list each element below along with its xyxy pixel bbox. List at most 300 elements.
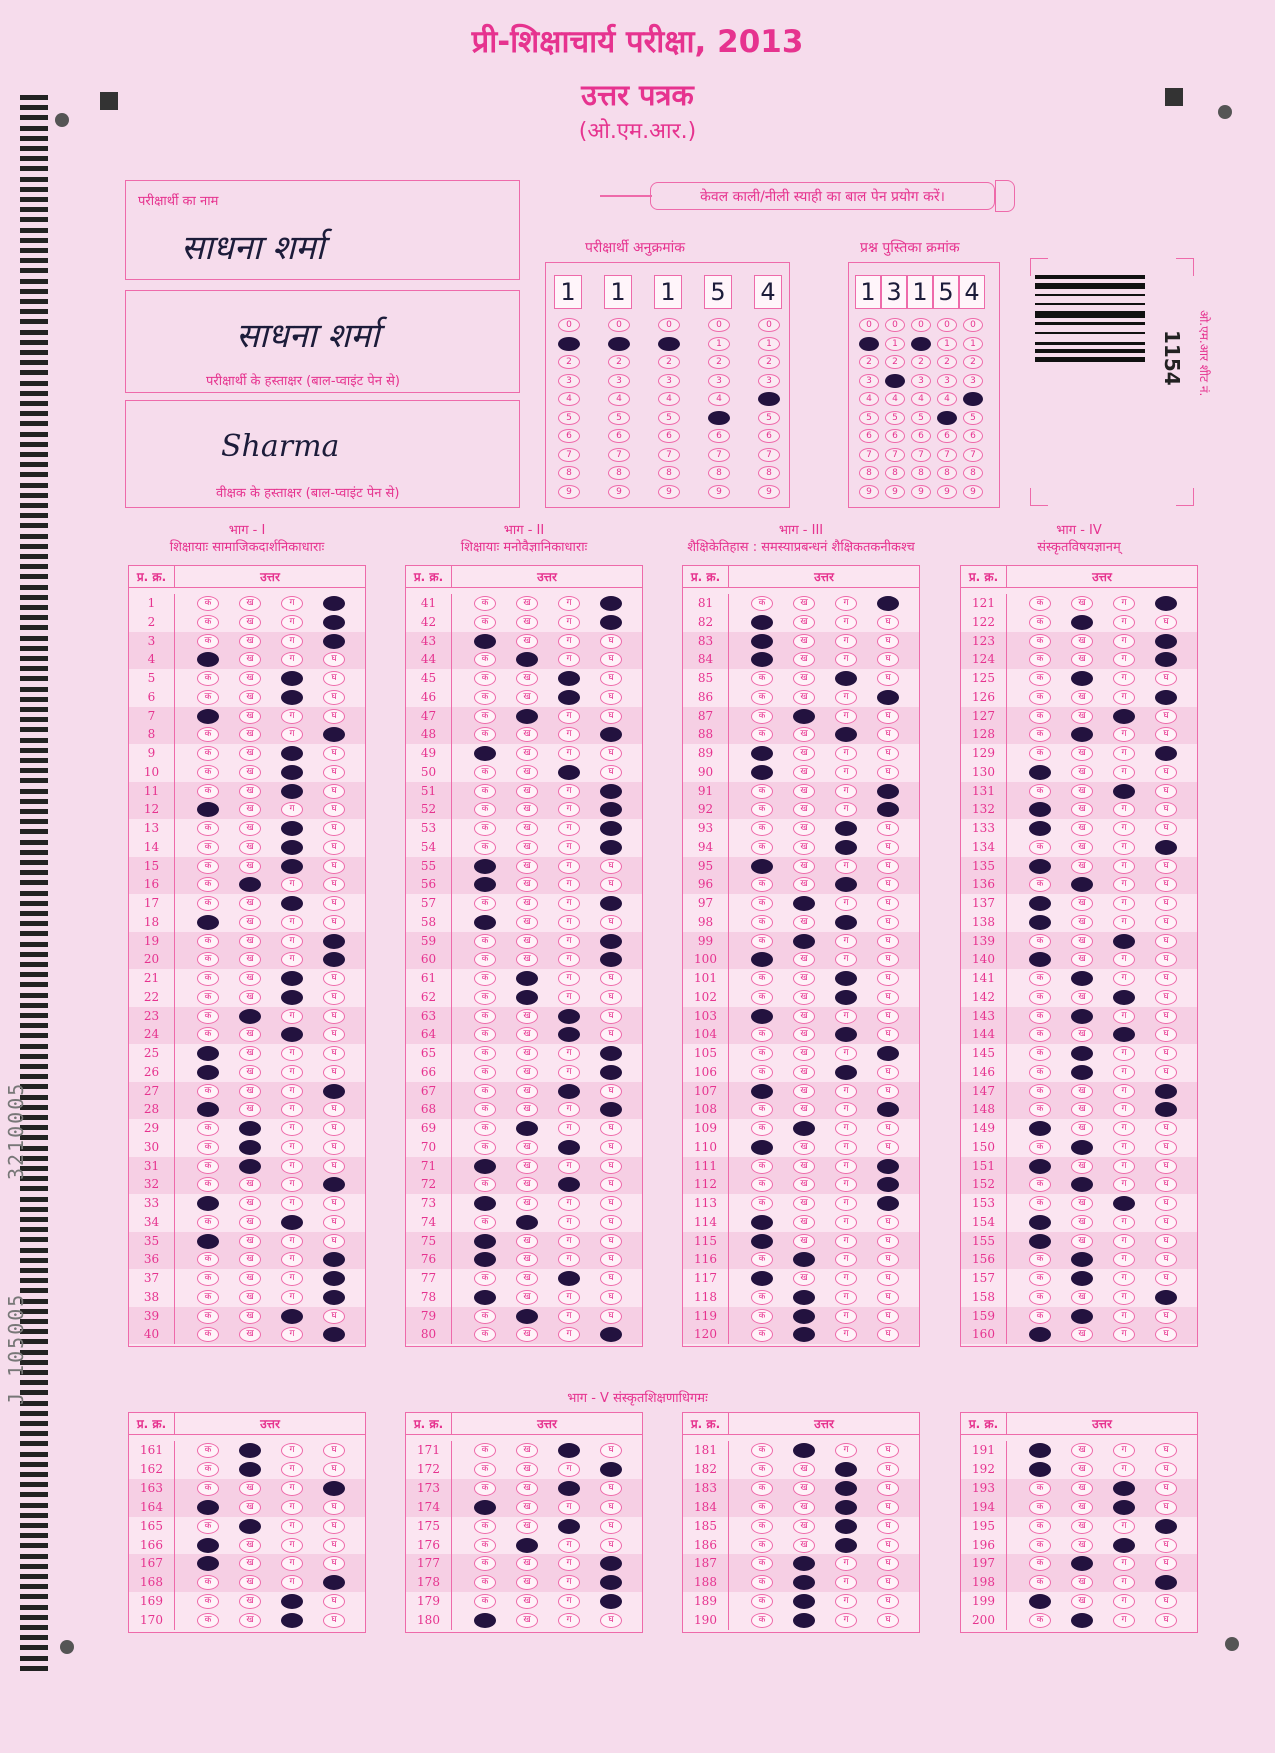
answer-bubble[interactable]: ग bbox=[558, 1575, 580, 1590]
answer-bubble[interactable]: ख bbox=[793, 1046, 815, 1061]
booklet-bubble-5[interactable] bbox=[937, 411, 957, 425]
answer-bubble[interactable]: ख bbox=[1071, 1196, 1093, 1211]
answer-bubble[interactable]: ग bbox=[1113, 1177, 1135, 1192]
answer-bubble[interactable]: क bbox=[474, 1594, 496, 1609]
answer-bubble[interactable]: ख bbox=[1071, 934, 1093, 949]
answer-bubble[interactable] bbox=[793, 1309, 815, 1324]
answer-bubble[interactable] bbox=[474, 1290, 496, 1305]
answer-bubble[interactable] bbox=[197, 1102, 219, 1117]
answer-bubble[interactable] bbox=[1155, 1102, 1177, 1117]
answer-bubble[interactable]: क bbox=[1029, 1065, 1051, 1080]
answer-bubble[interactable]: घ bbox=[877, 1027, 899, 1042]
answer-bubble[interactable] bbox=[835, 1462, 857, 1477]
answer-bubble[interactable]: घ bbox=[323, 1140, 345, 1155]
answer-bubble[interactable]: ग bbox=[1113, 1084, 1135, 1099]
answer-bubble[interactable] bbox=[197, 1065, 219, 1080]
answer-bubble[interactable]: ग bbox=[1113, 671, 1135, 686]
answer-bubble[interactable]: क bbox=[474, 1462, 496, 1477]
answer-bubble[interactable]: घ bbox=[323, 784, 345, 799]
answer-bubble[interactable]: ग bbox=[281, 709, 303, 724]
answer-bubble[interactable] bbox=[323, 615, 345, 630]
roll-bubble-8[interactable]: 8 bbox=[658, 466, 680, 480]
answer-bubble[interactable]: क bbox=[751, 1196, 773, 1211]
answer-bubble[interactable] bbox=[835, 1027, 857, 1042]
answer-bubble[interactable]: घ bbox=[323, 690, 345, 705]
answer-bubble[interactable] bbox=[474, 1613, 496, 1628]
answer-bubble[interactable]: ग bbox=[1113, 690, 1135, 705]
answer-bubble[interactable]: क bbox=[1029, 652, 1051, 667]
answer-bubble[interactable]: घ bbox=[877, 727, 899, 742]
answer-bubble[interactable] bbox=[877, 1177, 899, 1192]
answer-bubble[interactable]: ग bbox=[835, 859, 857, 874]
booklet-bubble-1[interactable]: 1 bbox=[937, 337, 957, 351]
roll-digit-box[interactable]: 1 bbox=[604, 275, 632, 309]
answer-bubble[interactable]: ख bbox=[1071, 1215, 1093, 1230]
answer-bubble[interactable] bbox=[323, 1252, 345, 1267]
answer-bubble[interactable] bbox=[281, 971, 303, 986]
answer-bubble[interactable]: ग bbox=[1113, 1519, 1135, 1534]
answer-bubble[interactable]: घ bbox=[877, 840, 899, 855]
answer-bubble[interactable]: ग bbox=[835, 1613, 857, 1628]
answer-bubble[interactable]: ख bbox=[793, 1234, 815, 1249]
answer-bubble[interactable] bbox=[1155, 1290, 1177, 1305]
answer-bubble[interactable]: क bbox=[751, 784, 773, 799]
answer-bubble[interactable]: ख bbox=[239, 1102, 261, 1117]
booklet-bubble-7[interactable]: 7 bbox=[937, 448, 957, 462]
answer-bubble[interactable]: क bbox=[751, 671, 773, 686]
answer-bubble[interactable] bbox=[877, 1159, 899, 1174]
answer-bubble[interactable]: ख bbox=[239, 840, 261, 855]
answer-bubble[interactable] bbox=[751, 1215, 773, 1230]
answer-bubble[interactable] bbox=[558, 1177, 580, 1192]
answer-bubble[interactable] bbox=[751, 746, 773, 761]
answer-bubble[interactable]: क bbox=[751, 990, 773, 1005]
answer-bubble[interactable]: घ bbox=[877, 652, 899, 667]
answer-bubble[interactable]: घ bbox=[877, 1443, 899, 1458]
answer-bubble[interactable]: क bbox=[197, 784, 219, 799]
answer-bubble[interactable] bbox=[600, 952, 622, 967]
answer-bubble[interactable]: ख bbox=[239, 1065, 261, 1080]
answer-bubble[interactable]: क bbox=[474, 1575, 496, 1590]
roll-digit-box[interactable]: 1 bbox=[654, 275, 682, 309]
answer-bubble[interactable]: ग bbox=[281, 1196, 303, 1211]
answer-bubble[interactable] bbox=[877, 784, 899, 799]
roll-bubble-5[interactable]: 5 bbox=[758, 411, 780, 425]
answer-bubble[interactable]: क bbox=[751, 896, 773, 911]
answer-bubble[interactable] bbox=[323, 952, 345, 967]
answer-bubble[interactable]: ख bbox=[1071, 1500, 1093, 1515]
answer-bubble[interactable]: घ bbox=[600, 1084, 622, 1099]
answer-bubble[interactable] bbox=[281, 1215, 303, 1230]
roll-bubble-5[interactable]: 5 bbox=[608, 411, 630, 425]
booklet-bubble-2[interactable]: 2 bbox=[911, 355, 931, 369]
answer-bubble[interactable] bbox=[281, 896, 303, 911]
answer-bubble[interactable]: ख bbox=[239, 596, 261, 611]
answer-bubble[interactable]: क bbox=[1029, 1140, 1051, 1155]
answer-bubble[interactable]: ख bbox=[239, 1481, 261, 1496]
answer-bubble[interactable]: घ bbox=[600, 1443, 622, 1458]
answer-bubble[interactable]: घ bbox=[1155, 896, 1177, 911]
answer-bubble[interactable]: क bbox=[751, 1252, 773, 1267]
answer-bubble[interactable]: ख bbox=[793, 802, 815, 817]
answer-bubble[interactable]: ख bbox=[793, 615, 815, 630]
answer-bubble[interactable]: घ bbox=[323, 1309, 345, 1324]
answer-bubble[interactable]: ग bbox=[281, 1046, 303, 1061]
answer-bubble[interactable]: क bbox=[474, 615, 496, 630]
answer-bubble[interactable] bbox=[1029, 859, 1051, 874]
answer-bubble[interactable]: क bbox=[474, 1327, 496, 1342]
answer-bubble[interactable]: घ bbox=[323, 1121, 345, 1136]
answer-bubble[interactable] bbox=[1029, 952, 1051, 967]
answer-bubble[interactable]: ख bbox=[516, 1159, 538, 1174]
answer-bubble[interactable]: ग bbox=[558, 877, 580, 892]
answer-bubble[interactable] bbox=[1113, 784, 1135, 799]
booklet-digit-box[interactable]: 1 bbox=[855, 275, 881, 309]
booklet-bubble-5[interactable]: 5 bbox=[859, 411, 879, 425]
answer-bubble[interactable] bbox=[600, 896, 622, 911]
answer-bubble[interactable] bbox=[558, 671, 580, 686]
answer-bubble[interactable]: ख bbox=[793, 1538, 815, 1553]
answer-bubble[interactable]: ख bbox=[516, 802, 538, 817]
answer-bubble[interactable]: ख bbox=[516, 784, 538, 799]
answer-bubble[interactable]: घ bbox=[323, 1613, 345, 1628]
answer-bubble[interactable]: ग bbox=[835, 934, 857, 949]
answer-bubble[interactable]: क bbox=[474, 1481, 496, 1496]
answer-bubble[interactable] bbox=[1155, 690, 1177, 705]
booklet-bubble-1[interactable] bbox=[911, 337, 931, 351]
answer-bubble[interactable] bbox=[751, 859, 773, 874]
answer-bubble[interactable]: घ bbox=[1155, 1159, 1177, 1174]
roll-bubble-7[interactable]: 7 bbox=[558, 448, 580, 462]
booklet-bubble-6[interactable]: 6 bbox=[911, 429, 931, 443]
answer-bubble[interactable]: ग bbox=[1113, 652, 1135, 667]
answer-bubble[interactable]: क bbox=[751, 1538, 773, 1553]
booklet-bubble-4[interactable]: 4 bbox=[911, 392, 931, 406]
roll-bubble-3[interactable]: 3 bbox=[758, 374, 780, 388]
answer-bubble[interactable]: ग bbox=[558, 1121, 580, 1136]
answer-bubble[interactable]: ग bbox=[281, 1102, 303, 1117]
answer-bubble[interactable]: ग bbox=[1113, 1046, 1135, 1061]
roll-bubble-1[interactable] bbox=[658, 337, 680, 351]
answer-bubble[interactable]: ग bbox=[1113, 1556, 1135, 1571]
answer-bubble[interactable]: ग bbox=[558, 727, 580, 742]
answer-bubble[interactable]: ग bbox=[1113, 952, 1135, 967]
booklet-bubble-9[interactable]: 9 bbox=[963, 485, 983, 499]
answer-bubble[interactable] bbox=[197, 652, 219, 667]
answer-bubble[interactable]: ख bbox=[239, 1538, 261, 1553]
roll-bubble-6[interactable]: 6 bbox=[608, 429, 630, 443]
answer-bubble[interactable]: घ bbox=[600, 877, 622, 892]
booklet-bubble-6[interactable]: 6 bbox=[937, 429, 957, 443]
answer-bubble[interactable] bbox=[281, 765, 303, 780]
answer-bubble[interactable] bbox=[474, 634, 496, 649]
answer-bubble[interactable] bbox=[474, 1196, 496, 1211]
answer-bubble[interactable]: क bbox=[1029, 1538, 1051, 1553]
answer-bubble[interactable]: क bbox=[474, 652, 496, 667]
answer-bubble[interactable]: ख bbox=[1071, 1594, 1093, 1609]
answer-bubble[interactable]: घ bbox=[877, 1481, 899, 1496]
answer-bubble[interactable]: क bbox=[1029, 1271, 1051, 1286]
answer-bubble[interactable] bbox=[793, 1594, 815, 1609]
answer-bubble[interactable]: क bbox=[197, 1575, 219, 1590]
booklet-bubble-9[interactable]: 9 bbox=[859, 485, 879, 499]
booklet-bubble-8[interactable]: 8 bbox=[911, 466, 931, 480]
answer-bubble[interactable] bbox=[1029, 1462, 1051, 1477]
answer-bubble[interactable]: ग bbox=[835, 1327, 857, 1342]
answer-bubble[interactable]: क bbox=[197, 1613, 219, 1628]
answer-bubble[interactable]: ख bbox=[793, 971, 815, 986]
answer-bubble[interactable]: घ bbox=[323, 709, 345, 724]
booklet-bubble-0[interactable]: 0 bbox=[859, 318, 879, 332]
answer-bubble[interactable]: क bbox=[197, 1327, 219, 1342]
answer-bubble[interactable]: क bbox=[474, 802, 496, 817]
answer-bubble[interactable]: ग bbox=[1113, 1290, 1135, 1305]
answer-bubble[interactable]: क bbox=[751, 1177, 773, 1192]
answer-bubble[interactable]: ख bbox=[793, 1140, 815, 1155]
answer-bubble[interactable]: क bbox=[197, 1594, 219, 1609]
answer-bubble[interactable]: ख bbox=[516, 1234, 538, 1249]
answer-bubble[interactable]: घ bbox=[1155, 877, 1177, 892]
answer-bubble[interactable]: ख bbox=[1071, 1159, 1093, 1174]
answer-bubble[interactable]: घ bbox=[600, 1140, 622, 1155]
answer-bubble[interactable]: घ bbox=[877, 859, 899, 874]
answer-bubble[interactable]: क bbox=[474, 1065, 496, 1080]
answer-bubble[interactable]: ख bbox=[239, 746, 261, 761]
roll-bubble-8[interactable]: 8 bbox=[558, 466, 580, 480]
answer-bubble[interactable] bbox=[558, 1140, 580, 1155]
answer-bubble[interactable]: क bbox=[1029, 615, 1051, 630]
answer-bubble[interactable]: घ bbox=[600, 1177, 622, 1192]
booklet-bubble-0[interactable]: 0 bbox=[963, 318, 983, 332]
answer-bubble[interactable] bbox=[835, 1519, 857, 1534]
answer-bubble[interactable]: क bbox=[197, 971, 219, 986]
answer-bubble[interactable]: ख bbox=[1071, 709, 1093, 724]
booklet-bubble-3[interactable]: 3 bbox=[937, 374, 957, 388]
answer-bubble[interactable]: घ bbox=[323, 802, 345, 817]
answer-bubble[interactable]: ग bbox=[835, 634, 857, 649]
answer-bubble[interactable] bbox=[1155, 1519, 1177, 1534]
roll-bubble-1[interactable] bbox=[608, 337, 630, 351]
answer-bubble[interactable]: क bbox=[474, 1027, 496, 1042]
answer-bubble[interactable]: घ bbox=[1155, 1027, 1177, 1042]
answer-bubble[interactable]: ख bbox=[1071, 1538, 1093, 1553]
answer-bubble[interactable]: क bbox=[1029, 971, 1051, 986]
answer-bubble[interactable]: घ bbox=[1155, 1481, 1177, 1496]
roll-bubble-4[interactable]: 4 bbox=[558, 392, 580, 406]
answer-bubble[interactable]: घ bbox=[877, 671, 899, 686]
answer-bubble[interactable]: ग bbox=[558, 596, 580, 611]
roll-bubble-0[interactable]: 0 bbox=[558, 318, 580, 332]
answer-bubble[interactable]: ग bbox=[558, 709, 580, 724]
answer-bubble[interactable]: ग bbox=[835, 652, 857, 667]
answer-bubble[interactable]: ग bbox=[1113, 1575, 1135, 1590]
answer-bubble[interactable] bbox=[793, 1327, 815, 1342]
answer-bubble[interactable]: क bbox=[197, 1309, 219, 1324]
answer-bubble[interactable]: क bbox=[751, 727, 773, 742]
answer-bubble[interactable]: ग bbox=[835, 1271, 857, 1286]
answer-bubble[interactable] bbox=[877, 596, 899, 611]
booklet-bubble-6[interactable]: 6 bbox=[963, 429, 983, 443]
answer-bubble[interactable]: ग bbox=[1113, 1065, 1135, 1080]
answer-bubble[interactable]: क bbox=[751, 1594, 773, 1609]
answer-bubble[interactable]: घ bbox=[323, 1594, 345, 1609]
answer-bubble[interactable]: ग bbox=[558, 821, 580, 836]
answer-bubble[interactable] bbox=[558, 1481, 580, 1496]
answer-bubble[interactable]: क bbox=[474, 596, 496, 611]
booklet-bubble-2[interactable]: 2 bbox=[885, 355, 905, 369]
answer-bubble[interactable]: घ bbox=[323, 821, 345, 836]
answer-bubble[interactable] bbox=[323, 727, 345, 742]
roll-bubble-6[interactable]: 6 bbox=[658, 429, 680, 443]
roll-bubble-4[interactable]: 4 bbox=[608, 392, 630, 406]
answer-bubble[interactable]: ख bbox=[516, 671, 538, 686]
answer-bubble[interactable]: क bbox=[474, 1121, 496, 1136]
answer-bubble[interactable] bbox=[1155, 746, 1177, 761]
answer-bubble[interactable] bbox=[1029, 1234, 1051, 1249]
answer-bubble[interactable]: ग bbox=[1113, 1215, 1135, 1230]
answer-bubble[interactable]: ग bbox=[1113, 840, 1135, 855]
roll-bubble-9[interactable]: 9 bbox=[758, 485, 780, 499]
answer-bubble[interactable]: ग bbox=[281, 802, 303, 817]
answer-bubble[interactable] bbox=[1113, 1027, 1135, 1042]
answer-bubble[interactable]: क bbox=[197, 840, 219, 855]
answer-bubble[interactable]: घ bbox=[323, 1443, 345, 1458]
roll-digit-box[interactable]: 4 bbox=[754, 275, 782, 309]
answer-bubble[interactable]: घ bbox=[877, 1084, 899, 1099]
answer-bubble[interactable] bbox=[323, 1575, 345, 1590]
answer-bubble[interactable] bbox=[600, 784, 622, 799]
answer-bubble[interactable]: ख bbox=[793, 765, 815, 780]
answer-bubble[interactable]: घ bbox=[1155, 1065, 1177, 1080]
answer-bubble[interactable]: ग bbox=[835, 709, 857, 724]
answer-bubble[interactable]: घ bbox=[1155, 1177, 1177, 1192]
answer-bubble[interactable]: क bbox=[474, 727, 496, 742]
answer-bubble[interactable]: ख bbox=[793, 877, 815, 892]
answer-bubble[interactable]: ख bbox=[239, 1575, 261, 1590]
answer-bubble[interactable]: ख bbox=[239, 765, 261, 780]
answer-bubble[interactable] bbox=[474, 746, 496, 761]
answer-bubble[interactable]: क bbox=[1029, 1556, 1051, 1571]
answer-bubble[interactable]: ख bbox=[239, 1290, 261, 1305]
booklet-digit-box[interactable]: 1 bbox=[907, 275, 933, 309]
answer-bubble[interactable]: क bbox=[474, 1102, 496, 1117]
answer-bubble[interactable]: घ bbox=[877, 1500, 899, 1515]
answer-bubble[interactable]: ग bbox=[1113, 1159, 1135, 1174]
answer-bubble[interactable]: क bbox=[474, 896, 496, 911]
answer-bubble[interactable]: घ bbox=[323, 1196, 345, 1211]
answer-bubble[interactable] bbox=[1113, 990, 1135, 1005]
answer-bubble[interactable]: क bbox=[1029, 934, 1051, 949]
answer-bubble[interactable]: क bbox=[751, 1046, 773, 1061]
answer-bubble[interactable]: घ bbox=[600, 671, 622, 686]
answer-bubble[interactable]: क bbox=[1029, 671, 1051, 686]
answer-bubble[interactable] bbox=[877, 1102, 899, 1117]
answer-bubble[interactable]: ग bbox=[281, 1500, 303, 1515]
roll-bubble-5[interactable]: 5 bbox=[658, 411, 680, 425]
answer-bubble[interactable]: क bbox=[751, 915, 773, 930]
answer-bubble[interactable]: ख bbox=[239, 1500, 261, 1515]
roll-bubble-5[interactable] bbox=[708, 411, 730, 425]
answer-bubble[interactable]: ख bbox=[793, 1102, 815, 1117]
answer-bubble[interactable] bbox=[474, 915, 496, 930]
answer-bubble[interactable]: ख bbox=[1071, 596, 1093, 611]
answer-bubble[interactable]: ग bbox=[1113, 1271, 1135, 1286]
answer-bubble[interactable]: क bbox=[751, 1443, 773, 1458]
answer-bubble[interactable] bbox=[793, 1575, 815, 1590]
answer-bubble[interactable]: ख bbox=[793, 690, 815, 705]
answer-bubble[interactable]: क bbox=[197, 1481, 219, 1496]
answer-bubble[interactable]: ख bbox=[239, 1556, 261, 1571]
answer-bubble[interactable]: ख bbox=[516, 1290, 538, 1305]
booklet-bubble-7[interactable]: 7 bbox=[963, 448, 983, 462]
answer-bubble[interactable]: घ bbox=[1155, 1252, 1177, 1267]
booklet-bubble-5[interactable]: 5 bbox=[911, 411, 931, 425]
answer-bubble[interactable]: ख bbox=[239, 1327, 261, 1342]
answer-bubble[interactable] bbox=[793, 1556, 815, 1571]
answer-bubble[interactable]: घ bbox=[323, 840, 345, 855]
answer-bubble[interactable] bbox=[558, 1084, 580, 1099]
answer-bubble[interactable]: ग bbox=[835, 952, 857, 967]
answer-bubble[interactable]: ख bbox=[793, 1009, 815, 1024]
roll-bubble-0[interactable]: 0 bbox=[608, 318, 630, 332]
answer-bubble[interactable]: ग bbox=[558, 1065, 580, 1080]
answer-bubble[interactable]: ग bbox=[558, 1215, 580, 1230]
answer-bubble[interactable] bbox=[1071, 971, 1093, 986]
answer-bubble[interactable]: ख bbox=[793, 915, 815, 930]
answer-bubble[interactable]: ग bbox=[281, 1290, 303, 1305]
answer-bubble[interactable]: घ bbox=[323, 859, 345, 874]
answer-bubble[interactable]: क bbox=[1029, 784, 1051, 799]
answer-bubble[interactable]: ख bbox=[239, 652, 261, 667]
booklet-bubble-1[interactable]: 1 bbox=[963, 337, 983, 351]
answer-bubble[interactable]: ख bbox=[793, 990, 815, 1005]
answer-bubble[interactable]: घ bbox=[1155, 1500, 1177, 1515]
answer-bubble[interactable]: क bbox=[197, 671, 219, 686]
answer-bubble[interactable] bbox=[281, 784, 303, 799]
answer-bubble[interactable]: क bbox=[1029, 1500, 1051, 1515]
answer-bubble[interactable]: क bbox=[197, 952, 219, 967]
answer-bubble[interactable]: घ bbox=[877, 1009, 899, 1024]
answer-bubble[interactable]: क bbox=[1029, 1519, 1051, 1534]
answer-bubble[interactable]: घ bbox=[1155, 1462, 1177, 1477]
answer-bubble[interactable] bbox=[281, 859, 303, 874]
answer-bubble[interactable]: घ bbox=[877, 1613, 899, 1628]
answer-bubble[interactable] bbox=[1071, 1271, 1093, 1286]
answer-bubble[interactable] bbox=[600, 1102, 622, 1117]
answer-bubble[interactable] bbox=[1029, 896, 1051, 911]
answer-bubble[interactable] bbox=[835, 971, 857, 986]
answer-bubble[interactable] bbox=[1029, 765, 1051, 780]
answer-bubble[interactable]: ख bbox=[516, 1271, 538, 1286]
answer-bubble[interactable]: ख bbox=[239, 1027, 261, 1042]
answer-bubble[interactable] bbox=[323, 1271, 345, 1286]
answer-bubble[interactable]: ख bbox=[1071, 990, 1093, 1005]
answer-bubble[interactable]: ग bbox=[281, 727, 303, 742]
answer-bubble[interactable] bbox=[600, 615, 622, 630]
answer-bubble[interactable]: ख bbox=[1071, 765, 1093, 780]
answer-bubble[interactable]: ख bbox=[793, 1084, 815, 1099]
answer-bubble[interactable]: ग bbox=[281, 1481, 303, 1496]
answer-bubble[interactable] bbox=[835, 990, 857, 1005]
answer-bubble[interactable]: क bbox=[474, 709, 496, 724]
answer-bubble[interactable]: घ bbox=[1155, 1556, 1177, 1571]
answer-bubble[interactable] bbox=[751, 1084, 773, 1099]
answer-bubble[interactable]: क bbox=[474, 1084, 496, 1099]
answer-bubble[interactable]: ख bbox=[516, 1177, 538, 1192]
answer-bubble[interactable]: घ bbox=[1155, 1121, 1177, 1136]
answer-bubble[interactable] bbox=[1071, 1613, 1093, 1628]
answer-bubble[interactable] bbox=[323, 596, 345, 611]
